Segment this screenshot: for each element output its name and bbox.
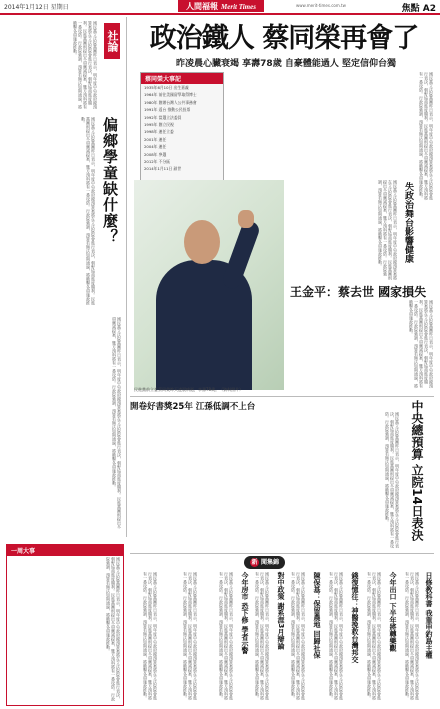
week-events-box: [6, 544, 124, 706]
news-badge-circle: 新: [251, 559, 258, 566]
main-subheadline: 昨凌晨心臟衰竭 享壽78歲 自豪體能過人 堅定信仰台獨: [176, 59, 396, 69]
site-url: www.merit-times.com.tw: [296, 3, 346, 8]
news-item-body: 國民黨立法院黨團昨日表示，明年度中央政府總預算案將在立法院院會進行表決，朝野協商進度順利。民進黨團則提出多項刪減提案，雙方預料將有一番攻防。行政院強調，預算若無法如期通過，將衝擊各項施政推動。: [367, 572, 382, 700]
portrait-photo: [134, 180, 284, 390]
photo-figure-arm: [221, 219, 262, 291]
timeline-item: 1935年6月10日 出生嘉義: [144, 85, 189, 90]
timeline-item: 2008年 參選: [144, 151, 167, 157]
divider: [130, 396, 434, 397]
news-item-body: 國民黨立法院黨團昨日表示，明年度中央政府總預算案將在立法院院會進行表決，朝野協商進度順利。民進黨團則提出多項刪減提案，雙方預料將有一番攻防。行政院強調，預算若無法如期通過，將衝擊各項施政推動。: [329, 572, 344, 700]
timeline-item: 1995年 創立民視: [144, 122, 174, 128]
newspaper-logo: 人間福報 Merit Times: [178, 0, 264, 12]
issue-date: 2014年1月12日 星期日: [4, 4, 69, 11]
timeline-item: 1964年 前往美國留學取得博士: [144, 92, 197, 98]
week-events-body: 國民黨立法院黨團昨日表示，明年度中央政府總預算案將在立法院院會進行表決，朝野協商進度順利。民進黨團則提出多項刪減提案，雙方預料將有一番攻防。行政院強調，預算若無法如期通過，將衝擊各項施政推動。: [106, 557, 121, 701]
sidebar-quote: 失政治舞台影響健康: [403, 182, 413, 263]
editorial-body-2: 國民黨立法院黨團昨日表示，明年度中央政府總預算案將在立法院院會進行表決，朝野協商進度順利。民進黨團則提出多項刪減提案，雙方預料將有一番攻防。行政院強調，預算若無法如期通過，將衝擊各項施政推動。: [81, 117, 96, 305]
side-headline: 王金平：蔡去世 國家損失: [290, 285, 427, 299]
timeline-item: 2014年1月11日 辭世: [144, 166, 182, 172]
divider: [130, 553, 434, 554]
photo-figure-hand: [238, 210, 254, 228]
timeline-item: 1998年 連任立委: [144, 129, 174, 135]
editorial-body-1: 國民黨立法院黨團昨日表示，明年度中央政府總預算案將在立法院院會進行表決，朝野協商進度順利。民進黨團則提出多項刪減提案，雙方預料將有一番攻防。行政院強調，預算若無法如期通過，將衝擊各項施政推動。: [73, 21, 98, 109]
main-story-body: 國民黨立法院黨團昨日表示，明年度中央政府總預算案將在立法院院會進行表決，朝野協商進度順利。民進黨團則提出多項刪減提案，雙方預料將有一番攻防。行政院強調，預算若無法如期通過，將衝擊各項施政推動。: [419, 72, 434, 200]
timeline-item: 1980年 創辦台灣人公共事務會: [144, 99, 197, 105]
section-label: 焦點 A2: [401, 4, 436, 14]
news-item-headline: 陳保基：保留農地 回歸社保: [313, 572, 321, 659]
week-events-heading: 一周大事: [7, 545, 123, 556]
timeline-heading: 蔡同榮大事記: [141, 73, 223, 84]
timeline-item: 2004年 連任: [144, 144, 167, 150]
timeline-item: 2012年 不分區: [144, 159, 171, 165]
news-item-headline: 錢復憶往：神醫挽救台灣邦交: [351, 572, 359, 663]
news-item-headline: 日修教科書 我重申釣島主權: [425, 572, 433, 659]
news-item-body: 國民黨立法院黨團昨日表示，明年度中央政府總預算案將在立法院院會進行表決，朝野協商進度順利。民進黨團則提出多項刪減提案，雙方預料將有一番攻防。行政院強調，預算若無法如期通過，將衝擊各項施政推動。: [183, 572, 198, 700]
news-item-headline: 對中政策 謝系涯3月辯論: [277, 572, 285, 650]
news-item-body: 國民黨立法院黨團昨日表示，明年度中央政府總預算案將在立法院院會進行表決，朝野協商進度順利。民進黨團則提出多項刪減提案，雙方預料將有一番攻防。行政院強調，預算若無法如期通過，將衝擊各項施政推動。: [219, 572, 234, 700]
news-item-body: 國民黨立法院黨團昨日表示，明年度中央政府總預算案將在立法院院會進行表決，朝野協商進度順利。民進黨團則提出多項刪減提案，雙方預料將有一番攻防。行政院強調，預算若無法如期通過，將衝擊各項施政推動。: [255, 572, 270, 700]
editorial-body-3: 國民黨立法院黨團昨日表示，明年度中央政府總預算案將在立法院院會進行表決，朝野協商進度順利。民進黨團則提出多項刪減提案，雙方預料將有一番攻防。行政院強調，預算若無法如期通過，將衝擊各項施政推動。: [112, 317, 122, 529]
editorial-title: 偏鄉學童缺什麼？: [101, 117, 119, 245]
news-collection-badge: 新 聞集錦: [244, 556, 285, 569]
news-item-body: 國民黨立法院黨團昨日表示，明年度中央政府總預算案將在立法院院會進行表決，朝野協商進度順利。民進黨團則提出多項刪減提案，雙方預料將有一番攻防。行政院強調，預算若無法如期通過，將衝擊各項施政推動。: [143, 572, 158, 700]
news-item-body: 國民黨立法院黨團昨日表示，明年度中央政府總預算案將在立法院院會進行表決，朝野協商進度順利。民進黨團則提出多項刪減提案，雙方預料將有一番攻防。行政院強調，預算若無法如期通過，將衝擊各項施政推動。: [405, 572, 420, 700]
editorial-tag: 社論: [104, 23, 120, 59]
editorial-column: [4, 17, 127, 537]
photo-caption: 民進黨前立委蔡同榮昨天凌晨病逝，享壽78歲。（資料照片）: [134, 387, 244, 392]
story2-body: 國民黨立法院黨團昨日表示，明年度中央政府總預算案將在立法院院會進行表決，朝野協商進度順利。民進黨團則提出多項刪減提案，雙方預料將有一番攻防。行政院強調，預算若無法如期通過，將衝擊各項施政推動。: [385, 412, 400, 548]
budget-headline: 中央總預算 立院14日表決: [410, 400, 424, 541]
right-story-body-2: 國民黨立法院黨團昨日表示，明年度中央政府總預算案將在立法院院會進行表決，朝野協商進度順利。民進黨團則提出多項刪減提案，雙方預料將有一番攻防。行政院強調，預算若無法如期通過，將衝擊各項施政推動。: [409, 300, 434, 388]
timeline-item: 1992年 當選立法委員: [144, 114, 182, 120]
masthead: [0, 0, 440, 15]
story2-headline: 開卷好書獎25年 江孫低調不上台: [130, 402, 256, 412]
timeline-item: 1991年 返台 推動公民投票: [144, 107, 191, 113]
photo-figure-head: [184, 220, 220, 264]
news-item-headline: 今年房市 恐下修 學者示警: [241, 572, 249, 654]
timeline-box: [140, 72, 224, 184]
main-headline: 政治鐵人 蔡同榮再會了: [149, 23, 419, 54]
timeline-item: 2001年 連任: [144, 136, 167, 142]
news-item-headline: 今年出口 下半年將轉樂觀: [389, 572, 397, 652]
right-story-body-1: 國民黨立法院黨團昨日表示，明年度中央政府總預算案將在立法院院會進行表決，朝野協商進度順利。民進黨團則提出多項刪減提案，雙方預料將有一番攻防。行政院強調，預算若無法如期通過，將衝擊各項施政推動。: [378, 180, 398, 280]
news-item-body: 國民黨立法院黨團昨日表示，明年度中央政府總預算案將在立法院院會進行表決，朝野協商進度順利。民進黨團則提出多項刪減提案，雙方預料將有一番攻防。行政院強調，預算若無法如期通過，將衝擊各項施政推動。: [291, 572, 306, 700]
